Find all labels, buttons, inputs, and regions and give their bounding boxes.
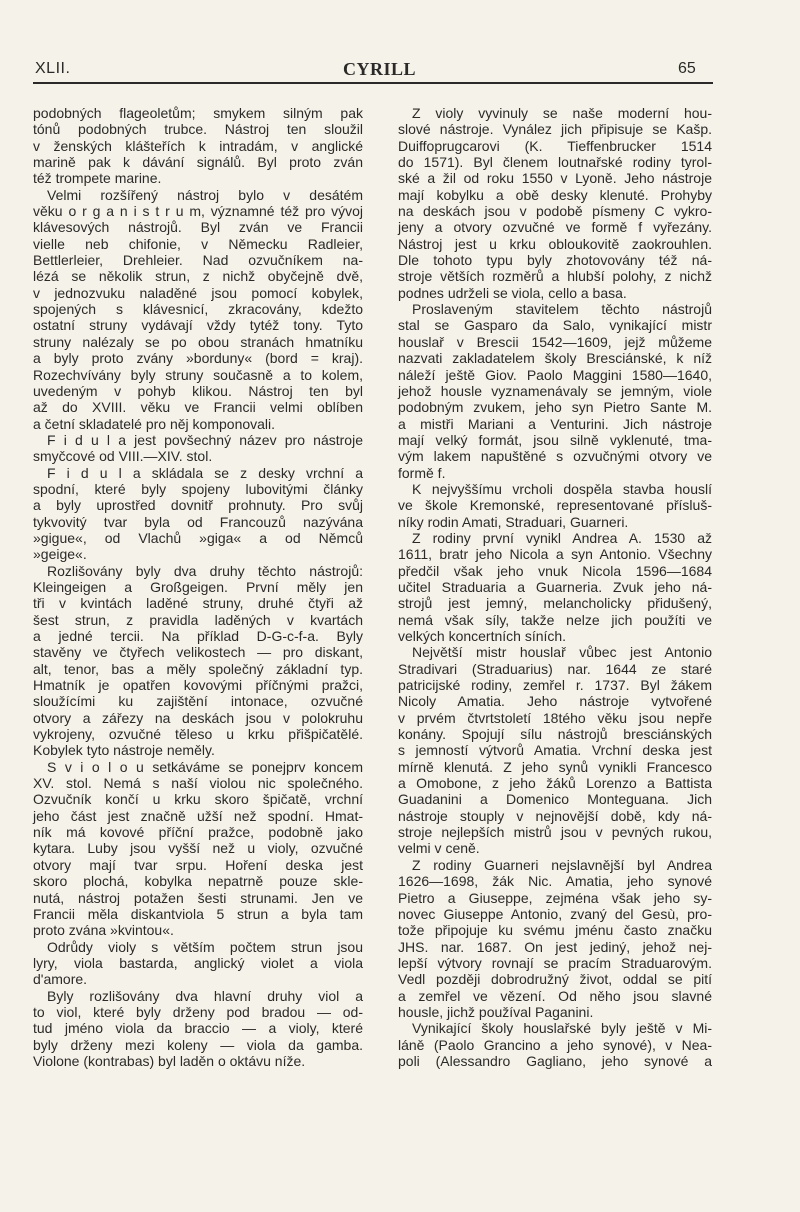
text-line: a jedné tercii. Na příklad D-G-c-f-a. Byly [33,628,363,644]
text-line: Pietro a Giuseppe, zejména však jeho sy- [398,889,712,906]
text-line: K nejvyššímu vrcholi dospěla stavba houslí [412,480,712,497]
text-line: Dle tohoto typu byly zhotovovány též ná- [398,252,712,269]
text-line: lyry, viola bastarda, anglický violet a viola [33,954,363,971]
text-line: Proslaveným stavitelem těchto nástrojů [412,301,712,318]
text-line: Duiffoprugcarovi (K. Tieffenbrucker 1514 [398,137,712,154]
text-line: a Omobone, z jeho žáků Lorenzo a Battista [398,775,712,792]
paragraph [398,644,712,856]
text-line: na deskách jsou v podobě písmeny C vykro- [398,203,712,220]
text-line: vielle neb chifonie, v Německu Radleier, [33,235,363,252]
text-line: Vedl později dobrodružný život, oddal se pití [398,971,712,988]
text-line: v jednozvuku naladěné jsou pomocí kobylek, [33,284,363,301]
text-line: Francii měla diskantviola 5 strun a byla tam [33,905,363,922]
text-line: jeho část jest značně užší než spodní. Hmat- [33,807,363,824]
text-line: tože připojuje ku svému jménu často značku [398,922,712,939]
text-line: F i d u l a skládala se z desky vrchní a [47,464,363,481]
text-line: Ozvučník končí u krku skoro špičatě, vrchní [33,791,363,808]
paragraph [33,988,363,1070]
text-line: formě f. [398,464,446,481]
text-line: Vynikající školy houslařské byly ještě v Mi- [412,1020,712,1037]
paragraph [398,857,712,1020]
text-line: XV. stol. Nemá s naší violou nic společného. [33,775,363,792]
text-line: nutá, nástroj potažen šesti strunami. Jen ve [33,889,363,906]
paragraph [33,432,363,465]
text-line: skoro plochá, kobylka nepatrně pouze skle- [33,873,363,890]
text-line: tud jméno viola da braccio — a violy, které [33,1020,363,1037]
paragraph [398,301,712,481]
text-line: nástroje stouply v nejnovější době, kdy ná- [398,807,712,824]
paragraph [33,759,363,939]
paragraph [398,1020,712,1069]
text-line: a byly uprostřed dovnitř prohnuty. Pro svůj [33,497,363,514]
paragraph [33,465,363,563]
text-line: kytara. Luby jsou vyšší než u violy, ozvučné [33,840,363,857]
text-line: Violone (kontrabas) byl laděn o oktávu níže. [33,1052,306,1069]
text-line: Nástroj jest u krku obloukovitě zaokrouhlen. [398,235,712,252]
text-line: podobných flageoletům; smykem silným pak [33,105,363,121]
text-line: nemá však síly, takže nelze jich použíti ve [398,611,712,628]
text-line: Velmi rozšířený nástroj bylo v desátém [47,186,363,203]
text-line: vým lakem napuštěné s ozvučnými otvory ve [398,448,712,465]
text-line: věku o r g a n i s t r u m, významné též pro vývoj [33,203,363,220]
text-line: předčil však jeho vnuk Nicola 1596—1684 [398,562,712,579]
paragraph [398,530,712,644]
text-line: Bettlerleier, Drehleier. Nad ozvučníkem na- [33,252,363,269]
text-line: Guadanini a Domenico Monteguana. Jich [398,791,712,808]
text-line: F i d u l a jest povšechný název pro nástroje [47,431,363,448]
text-line: vykrojeny, ozvučné těleso u krku přišpičatělé. [33,726,363,743]
text-line: byly drženy mezi koleny — viola da gamba. [33,1036,363,1053]
text-line: lézá se několik strun, z nichž obyčejně dvě, [33,268,363,285]
text-line: mírně klenutá. Z jeho synů vynikli Francesco [398,758,712,775]
text-line: podobným zvukem, jeho syn Pietro Sante M. [398,399,712,416]
text-line: struny nalézaly se po obou stranách hmatníku [33,333,363,350]
text-line: d'amore. [33,971,88,988]
text-line: Byly rozlišovány dva hlavní druhy viol a [47,987,363,1004]
text-line: sloužícími ku zajištění intonace, ozvučné [33,693,363,710]
text-line: ostatní struny vydávají vždy tytéž tony. Tyto [33,317,363,334]
text-line: ské a žil od roku 1550 v Lyoně. Jeho nástroje [398,170,712,187]
text-line: ve škole Kremonské, representované přísluš- [398,497,712,514]
text-line: velmi v ceně. [398,840,480,857]
text-line: tónů podobných trubce. Nástroj ten sloužil [33,121,363,138]
text-line: »gigue«, od Vlachů »giga« a od Němců [33,529,363,546]
text-line: stal se Gasparo da Salo, vynikající mistr [398,317,712,334]
text-line: velkých koncertních síních. [398,628,567,644]
text-line: slové nástroje. Vynález jich připisuje se Kašp. [398,121,712,138]
text-line: jeny a otvory ozvučné ve formě f vyřezány. [398,219,712,236]
text-line: v ženských klášteřích k intradám, v anglické [33,137,363,154]
text-line: Kleingeigen a Großgeigen. První měly jen [33,578,363,595]
text-line: stavěny ve čtyřech velikostech — pro diskant, [33,644,363,661]
text-line: ník má kovové příční pražce, podobně jako [33,824,363,841]
text-line: Rozlišovány byly dva druhy těchto nástrojů: [47,562,363,579]
text-line: též trompete marine. [33,170,162,187]
paragraph [33,939,363,988]
text-line: tykvovitý tvar byla od Francouzů nazývána [33,513,363,530]
page-number: 65 [678,60,696,77]
text-line: podnes udrželi se viola, cello a basa. [398,284,627,301]
running-title: CYRILL [343,59,417,79]
text-line: novec Giuseppe Antonio, zvaný del Gesù, pro- [398,905,712,922]
text-line: a byly proto zvány »borduny« (bord = kraj). [33,350,363,367]
text-line: Kobylek tyto nástroje neměly. [33,742,215,759]
volume-number: XLII. [35,60,71,77]
text-line: poli (Alessandro Gagliano, jeho synové a [398,1052,712,1069]
text-line: mají velký formát, jsou silně vyklenuté, tma- [398,431,712,448]
text-line: proto zvána »kvintou«. [33,922,174,939]
text-line: »geige«. [33,546,87,563]
text-line: tři v kvintách laděné struny, druhé čtyři až [33,595,363,612]
paragraph [33,187,363,432]
text-line: a mistři Mariani a Venturini. Jich nástroje [398,415,712,432]
text-line: učitel Straduaria a Guarneria. Zvuk jeho ná- [398,578,712,595]
text-line: smyčcové od VIII.—XIV. stol. [33,448,213,465]
text-line: otvory mají tvar srpu. Hoření deska jest [33,856,363,873]
text-line: klávesových nástrojů. Byl zván ve Francii [33,219,363,236]
paragraph [33,105,363,187]
text-line: Z rodiny první vynikl Andrea A. 1530 až [412,529,712,546]
text-line: alt, tenor, bas a měly společný základní typ. [33,660,363,677]
text-line: s jemností výtvorů Amatia. Vrchní deska jest [398,742,712,759]
paragraph [33,563,363,759]
text-line: 1626—1698, žák Nic. Amatia, jeho synové [398,873,712,890]
text-line: a zemřel ve vězení. Od něho jsou slavné [398,987,712,1004]
text-line: uvedeným v pohyb klikou. Nástroj ten byl [33,382,363,399]
text-line: v prvém čtvrtstoletí 18tého věku jsou nepře [398,709,712,726]
text-line: náleží ještě Giov. Paolo Maggini 1580—1640, [398,366,712,383]
text-line: marině pak k dávání signálů. Byl proto zván [33,154,363,171]
right-column [398,105,712,1069]
paragraph [398,105,712,301]
text-line: mají kobylku a obě desky klenuté. Prohyby [398,186,712,203]
header-rule [33,82,713,84]
text-line: stroje větších rozměrů a hlubší polohy, z nichž [398,268,712,285]
text-line: otvory a zářezy na deskách jsou v polokruhu [33,709,363,726]
text-line: Hmatník je opatřen kovovými příčnými pražci, [33,677,363,694]
text-line: jehož housle vyznamenávaly se jemným, viole [398,382,712,399]
text-line: a četní skladatelé pro něj komponovali. [33,415,276,432]
text-line: do 1571). Byl členem loutnařské rodiny tyrol- [398,154,712,171]
text-line: Z rodiny Guarneri nejslavnější byl Andrea [412,856,712,873]
text-line: houslař v Brescii 1542—1609, jejž můžeme [398,333,712,350]
text-line: níky rodin Amati, Straduari, Guarneri. [398,513,629,530]
text-line: 1611, bratr jeho Nicola a syn Antonio. Všechny [398,546,712,563]
text-line: housle, jichž používal Paganini. [398,1003,594,1020]
text-line: strojů jest jemný, melancholicky přidušený, [398,595,712,612]
text-line: konány. Spojují sílu nástrojů bresciánských [398,726,712,743]
text-line: nazvati zakladatelem školy Bresciánské, k níž [398,350,712,367]
text-line: Rozechvívány byly struny současně a to kolem, [33,366,363,383]
paragraph [398,481,712,530]
text-line: Stradivari (Straduarius) nar. 1644 ze staré [398,660,712,677]
text-line: spojených s klávesnicí, zkracovány, kdežto [33,301,363,318]
text-line: Z violy vyvinuly se naše moderní hou- [412,105,712,121]
text-line: JHS. nar. 1687. On jest jediný, jehož nej- [398,938,712,955]
text-line: to viol, které byly drženy pod bradou — od- [33,1003,363,1020]
text-line: spodní, které byly spojeny lubovitými články [33,480,363,497]
text-line: lepší výtvory rovnají se pracím Straduarovým. [398,954,712,971]
text-line: Odrůdy violy s větším počtem strun jsou [47,938,363,955]
text-line: šest strun, z pravidla laděných v kvartách [33,611,363,628]
left-column [33,105,363,1069]
text-line: patricijské rodiny, zemřel r. 1737. Byl žákem [398,677,712,694]
text-line: Nicoly Amatia. Jeho nástroje vytvořené [398,693,712,710]
text-line: stroje nejlepších mistrů jsou v pevných rukou, [398,824,712,841]
text-line: láně (Paolo Grancino a jeho synové), v Nea- [398,1036,712,1053]
text-line: až do XVIII. věku ve Francii velmi oblíben [33,399,363,416]
text-line: S v i o l o u setkáváme se ponejprv koncem [47,758,363,775]
text-line: Největší mistr houslař vůbec jest Antonio [412,644,712,661]
